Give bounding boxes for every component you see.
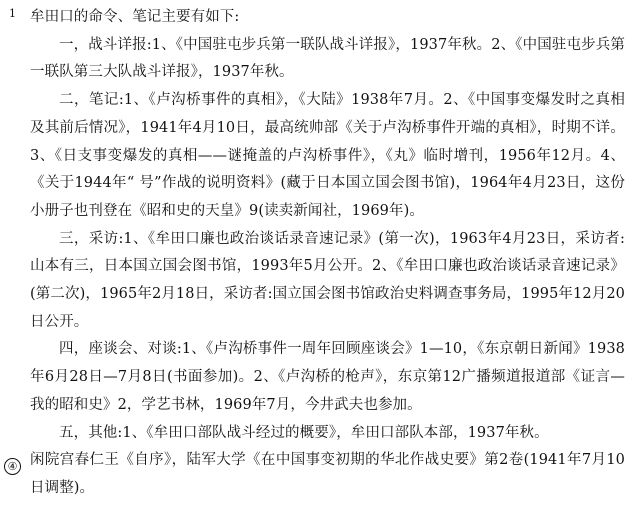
section-battle-reports: 一，战斗详报:1、《中国驻屯步兵第一联队战斗详报》，1937年秋。2、《中国驻屯步兵第一联队第三大队战斗详报》，1937年秋。 <box>30 36 625 81</box>
footnote-body <box>30 4 625 503</box>
section-notes: 二，笔记:1、《卢沟桥事件的真相》，《大陆》1938年7月。2、《中国事变爆发时之真相及其前后情况》，1941年4月10日，最高统帅部《关于卢沟桥事件开端的真相》，时期不详。3、《日支事变爆发的真相——谜掩盖的卢沟桥事件》，《丸》临时增刊，1956年12月。4、《关于1944年“ 号”作战的说明资料》(藏于日本国立国会图书馆)，1964年4月23日，这份小册子也刊登在《昭和史的天皇》9(读卖新闻社，1969年)。 <box>30 92 625 219</box>
footnote-number: 1 <box>9 7 16 20</box>
footnote-circled-number: ④ <box>4 458 21 475</box>
intro-line: 牟田口的命令、笔记主要有如下: <box>30 9 240 25</box>
section-roundtables: 四，座谈会、对谈:1、《卢沟桥事件一周年回顾座谈会》1—10，《东京朝日新闻》1938年6月28日—7月8日(书面参加)。2、《卢沟桥的枪声》，东京第12广播频道报道部《证言—我的昭和史》2，学艺书林，1969年7月，今井武夫也参加。 <box>30 341 625 413</box>
second-footnote-text: 闲院宫春仁王《自序》，陆军大学《在中国事变初期的华北作战史要》第2卷(1941年7月10日调整)。 <box>30 452 625 496</box>
section-interviews: 三，采访:1、《牟田口廉也政治谈话录音速记录》(第一次)，1963年4月23日，采访者:山本有三，日本国立国会图书馆，1993年5月公开。2、《牟田口廉也政治谈话录音速记录》(第二次)，1965年2月18日，采访者:国立国会图书馆政治史料调查事务局，1995年12月20日公开。 <box>30 230 625 330</box>
section-others: 五，其他:1、《牟田口部队战斗经过的概要》，牟田口部队本部，1937年秋。 <box>59 424 549 441</box>
